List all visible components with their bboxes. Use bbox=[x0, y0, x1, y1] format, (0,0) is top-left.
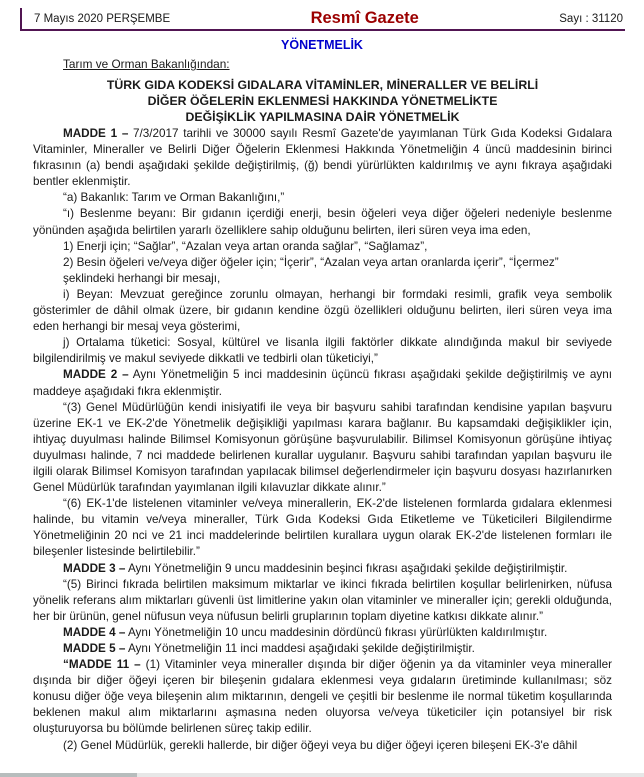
article-label: MADDE 1 – bbox=[63, 127, 129, 140]
section-heading: YÖNETMELİK bbox=[281, 38, 363, 52]
paragraph: MADDE 4 – Aynı Yönetmeliğin 10 uncu maddesinin dördüncü fıkrası yürürlükten kaldırılmıştır. bbox=[63, 625, 548, 639]
issue-date: 7 Mayıs 2020 PERŞEMBE bbox=[34, 12, 171, 25]
gazette-header bbox=[20, 8, 625, 31]
paragraph: “(5) Birinci fıkrada belirtilen maksimum miktarlar ve ikinci fıkrada belirtilen koşullar belirlenirken, nüfusa yönelik referans alım miktarları güvenli üst limitlerine yakın olan vitaminler ve mineraller için; gerekli olduğunda, her bir ürünün, genel nüfusun veya nüfusun belirli gruplarının toplam diyetine katkısı dikkate alınır.” bbox=[33, 577, 612, 623]
article-label: MADDE 4 – bbox=[63, 625, 126, 639]
gazette-brand-title: Resmî Gazete bbox=[310, 9, 419, 27]
issue-number: Sayı : 31120 bbox=[559, 12, 623, 25]
paragraph: “(6) EK-1'de listelenen vitaminler ve/veya minerallerin, EK-2'de listelenen formlarda gıdalara eklenmesi halinde, bu vitamin ve/veya mineraller, Türk Gıda Kodeksi Gıda Etiketleme ve Tüketicileri Bilgilendirme Yönetmeliğinin 20 nci ve 21 inci maddelerinde belirtilen kurallara uygun olarak EK-2'de listelenen formları ile bileşenler listesinde belirtilebilir.” bbox=[33, 497, 612, 559]
paragraph: 1) Enerji için; “Sağlar”, “Azalan veya artan oranda sağlar”, “Sağlamaz”, bbox=[63, 239, 428, 253]
paragraph: MADDE 2 – Aynı Yönetmeliğin 5 inci maddesinin üçüncü fıkrası aşağıdaki şekilde değiştirilmiş ve aynı maddeye aşağıdaki fıkra eklenmiştir. bbox=[33, 368, 612, 398]
document-title-line-1: TÜRK GIDA KODEKSİ GIDALARA VİTAMİNLER, MİNERALLER VE BELİRLİ bbox=[106, 78, 539, 92]
article-label: “MADDE 11 – bbox=[63, 658, 141, 672]
paragraph: (2) Genel Müdürlük, gerekli hallerde, bir diğer öğeyi veya bu diğer öğeyi içeren bileşeni EK-3'e dâhil bbox=[63, 738, 578, 752]
article-label: MADDE 2 – bbox=[63, 368, 129, 382]
document-title bbox=[33, 77, 612, 125]
document-title-line-2: DİĞER ÖĞELERİN EKLENMESİ HAKKINDA YÖNETMELİKTE bbox=[147, 94, 498, 108]
paragraph: “(3) Genel Müdürlüğün kendi inisiyatifi ile veya bir başvuru sahibi tarafından kendisine yapılan başvuru üzerine EK-1 ve EK-2'de Yönetmelik değişikliği yapılması karara bağlanır. Bu kapsamdaki değişiklikler için, ihtiyaç duyulması halinde Bilimsel Komisyonun görüşüne başvurulabilir. Bilimsel Komisyonun görüşüne ihtiyaç duyulması halinde, 7 nci maddede belirlenen kurallar uygulanır. Başvuru sahibi tarafından yapılan başvuru ile ilgili olarak Bilimsel Komisyon tarafından yapılacak bilimsel değerlendirmeler için başvuru dosyası hazırlanırken Genel Müdürlük tarafından yayımlanan ilgili kılavuzlar dikkate alınır.” bbox=[33, 400, 612, 495]
viewport-bottom-edge-left bbox=[0, 773, 137, 777]
paragraph: 2) Besin öğeleri ve/veya diğer öğeler için; “İçerir”, “Azalan veya artan oranlarda içerir”, “İçermez” bbox=[63, 255, 559, 269]
paragraph: MADDE 5 – Aynı Yönetmeliğin 11 inci maddesi aşağıdaki şekilde değiştirilmiştir. bbox=[63, 642, 475, 655]
paragraph: “MADDE 11 – (1) Vitaminler veya mineraller dışında bir diğer öğenin ya da vitaminler veya mineraller dışında bir diğer öğeyi içeren bir bileşenin gıdalara eklenmesi veya gıdaların üretiminde kullanılması; söz konusu diğer öğe veya bileşenin alım miktarının, dengeli ve çeşitli bir beslenme ile normal tüketim koşullarında beklenen makul alım miktarlarını aşmasına neden oluyorsa ve/veya tüketiciler için potansiyel bir risk oluşturuyorsa bu bölümde belirlenen süreç takip edilir. bbox=[33, 658, 612, 736]
document-body bbox=[33, 126, 612, 754]
paragraph: “a) Bakanlık: Tarım ve Orman Bakanlığını,” bbox=[63, 191, 285, 205]
document-title-line-3: DEĞİŞİKLİK YAPILMASINA DAİR YÖNETMELİK bbox=[185, 110, 460, 124]
article-label: MADDE 3 – bbox=[63, 561, 126, 575]
ministry-line: Tarım ve Orman Bakanlığından: bbox=[63, 57, 230, 71]
paragraph: i) Beyan: Mevzuat gereğince zorunlu olmayan, herhangi bir formdaki resimli, grafik veya sembolik gösterimler de dâhil olmak üzere, bir gıdanın kendine özgü özellikleri olduğunu belirten, ileri süren veya ima eden herhangi bir mesaj veya gösterimi, bbox=[33, 287, 612, 334]
article-label: MADDE 5 – bbox=[63, 642, 126, 655]
paragraph: “ı) Beslenme beyanı: Bir gıdanın içerdiği enerji, besin öğeleri veya diğer öğeleri nedeniyle beslenme yönünden aşağıda belirtilen yararlı özelliklere sahip olduğunu belirten, ileri süren veya ima eden, bbox=[33, 207, 612, 237]
paragraph: şeklindeki herhangi bir mesajı, bbox=[63, 271, 221, 285]
paragraph: MADDE 1 – 7/3/2017 tarihli ve 30000 sayılı Resmî Gazete'de yayımlanan Türk Gıda Kodeksi Gıdalara Vitaminler, Mineraller ve Belirli Diğer Öğelerin Eklenmesi Hakkında Yönetmeliğin 4 üncü maddesinin birinci fıkrasının (a) bendi aşağıdaki şekilde değiştirilmiş, (ğ) bendi yürürlükten kaldırılmış ve aynı fıkraya aşağıdaki bentler eklenmiştir. bbox=[33, 127, 612, 189]
paragraph: j) Ortalama tüketici: Sosyal, kültürel ve lisanla ilgili faktörler dikkate alındığında makul bir seviyede bilgilendirilmiş ve makul seviyede dikkatli ve tedbirli olan tüketiciyi,” bbox=[33, 336, 612, 366]
paragraph: MADDE 3 – Aynı Yönetmeliğin 9 uncu maddesinin beşinci fıkrası aşağıdaki şekilde değiştirilmiştir. bbox=[63, 561, 568, 575]
